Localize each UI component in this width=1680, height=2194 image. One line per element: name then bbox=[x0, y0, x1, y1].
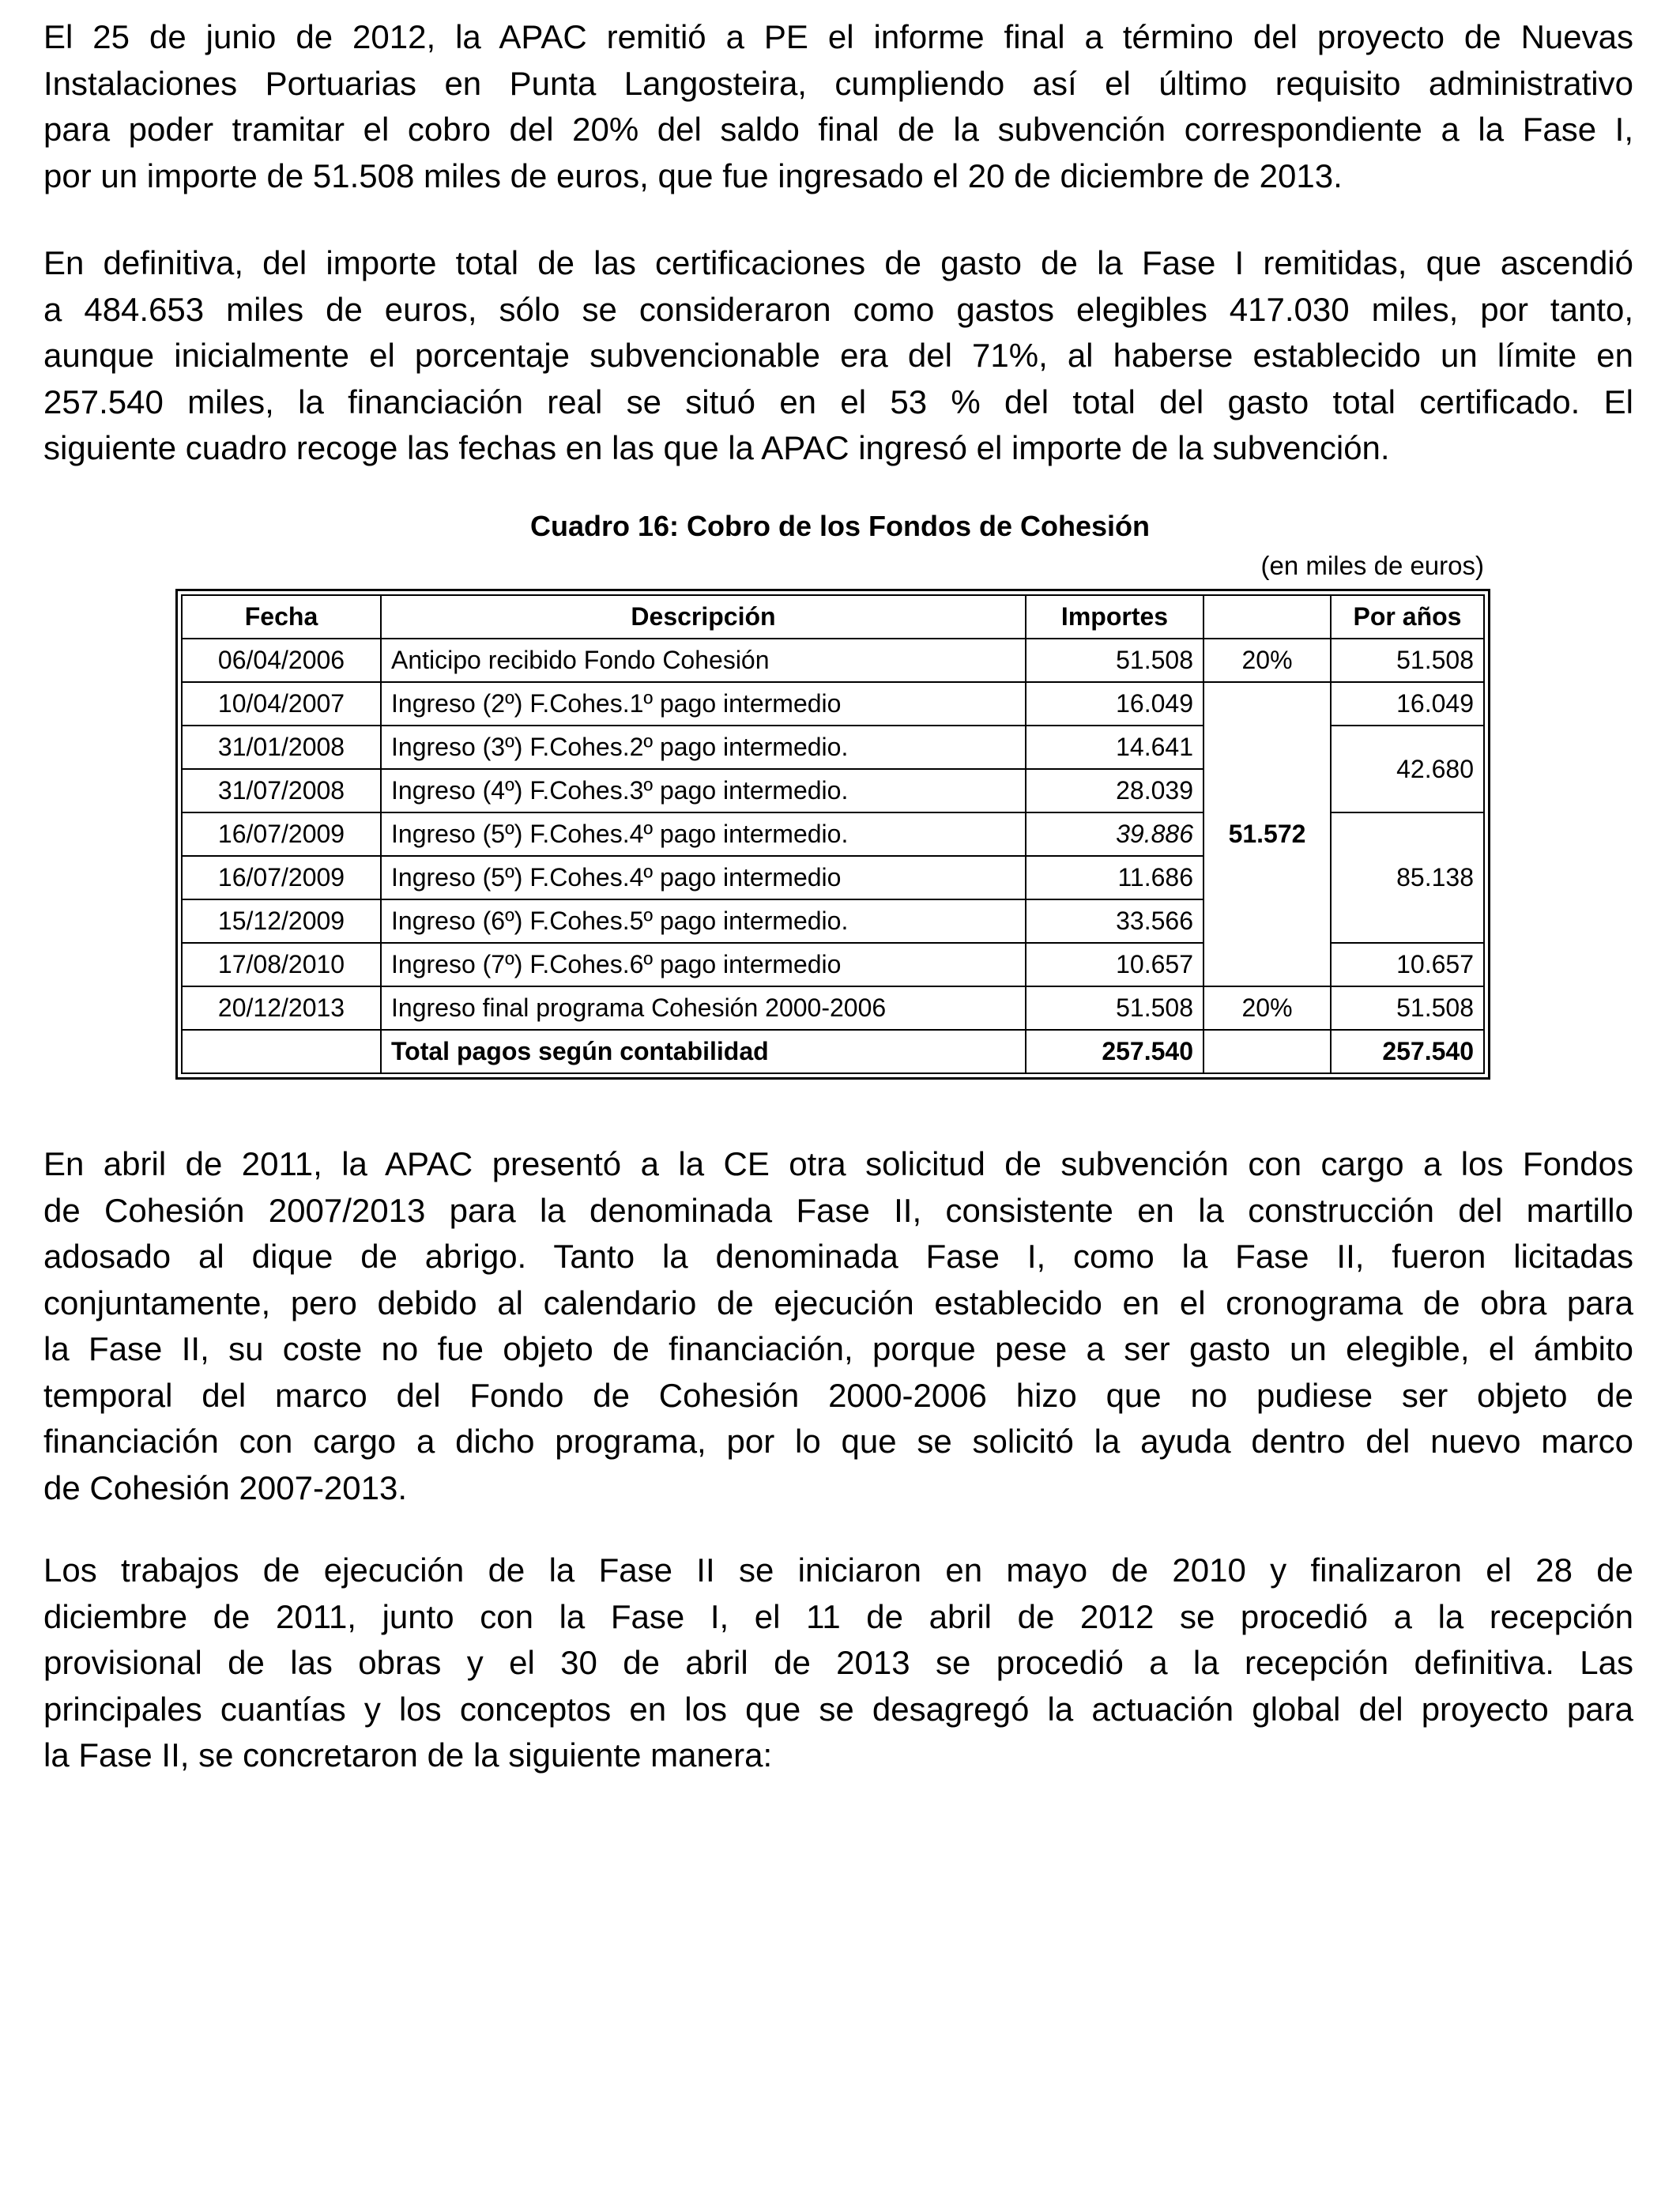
text-line: siguiente cuadro recoge las fechas en las que la APAC ingresó el importe de la subvención. bbox=[43, 429, 1390, 466]
paragraph-eligible-expenses bbox=[43, 240, 1633, 472]
paragraph-fase-ii-works bbox=[43, 1547, 1633, 1779]
text-line: provisional de las obras y el 30 de abril de 2013 se procedió a la recepción definitiva. Las bbox=[43, 1644, 1633, 1681]
text-line: Instalaciones Portuarias en Punta Langosteira, cumpliendo así el último requisito administrativo bbox=[43, 64, 1633, 102]
paragraph-fase-i-final-report bbox=[43, 14, 1633, 199]
total-label: Total pagos según contabilidad bbox=[381, 1030, 1026, 1073]
text-line: aunque inicialmente el porcentaje subvencionable era del 71%, al haberse establecido un límite en bbox=[43, 337, 1633, 374]
paragraph-fase-ii-request bbox=[43, 1141, 1633, 1511]
total-importe: 257.540 bbox=[1026, 1030, 1203, 1073]
cell-percentage: 20% bbox=[1203, 986, 1331, 1030]
cell-descripcion: Ingreso final programa Cohesión 2000-2006 bbox=[381, 986, 1026, 1030]
cell-por-anos: 16.049 bbox=[1331, 682, 1484, 726]
cell-fecha: 15/12/2009 bbox=[182, 899, 381, 943]
cell-descripcion: Anticipo recibido Fondo Cohesión bbox=[381, 639, 1026, 682]
text-line: temporal del marco del Fondo de Cohesión 2000-2006 hizo que no pudiese ser objeto de bbox=[43, 1376, 1633, 1414]
table-header-row bbox=[182, 595, 1484, 639]
cell-por-anos: 51.508 bbox=[1331, 986, 1484, 1030]
text-line: principales cuantías y los conceptos en los que se desagregó la actuación global del proyecto para bbox=[43, 1690, 1633, 1728]
header-por-anos: Por años bbox=[1331, 595, 1484, 639]
text-line: de Cohesión 2007/2013 para la denominada Fase II, consistente en la construcción del martillo bbox=[43, 1191, 1633, 1229]
cell-por-anos: 51.508 bbox=[1331, 639, 1484, 682]
cell-fecha: 17/08/2010 bbox=[182, 943, 381, 986]
cell-importe: 10.657 bbox=[1026, 943, 1203, 986]
text-line: 257.540 miles, la financiación real se situó en el 53 % del total del gasto total certificado. El bbox=[43, 383, 1633, 420]
cell-por-anos: 10.657 bbox=[1331, 943, 1484, 986]
cell-fecha: 31/01/2008 bbox=[182, 726, 381, 769]
cell-descripcion: Ingreso (3º) F.Cohes.2º pago intermedio. bbox=[381, 726, 1026, 769]
total-por-anos: 257.540 bbox=[1331, 1030, 1484, 1073]
cell-por-anos: 42.680 bbox=[1331, 726, 1484, 812]
text-line: adosado al dique de abrigo. Tanto la denominada Fase I, como la Fase II, fueron licitadas bbox=[43, 1238, 1633, 1275]
cell-importe: 11.686 bbox=[1026, 856, 1203, 899]
text-line: En definitiva, del importe total de las certificaciones de gasto de la Fase I remitidas, que ascendió bbox=[43, 244, 1633, 281]
header-importes: Importes bbox=[1026, 595, 1203, 639]
cell-importe: 39.886 bbox=[1026, 812, 1203, 856]
table-row bbox=[182, 639, 1484, 682]
cell-descripcion: Ingreso (7º) F.Cohes.6º pago intermedio bbox=[381, 943, 1026, 986]
text-line: de Cohesión 2007-2013. bbox=[43, 1468, 408, 1506]
cell-por-anos: 85.138 bbox=[1331, 812, 1484, 943]
text-line: El 25 de junio de 2012, la APAC remitió a PE el informe final a término del proyecto de Nuevas bbox=[43, 18, 1633, 55]
cell-importe: 14.641 bbox=[1026, 726, 1203, 769]
text-line: Los trabajos de ejecución de la Fase II se iniciaron en mayo de 2010 y finalizaron el 28 de bbox=[43, 1551, 1633, 1589]
text-line: la Fase II, su coste no fue objeto de financiación, porque pese a ser gasto un elegible, el ámbito bbox=[43, 1330, 1633, 1367]
cell-fecha: 10/04/2007 bbox=[182, 682, 381, 726]
text-line: conjuntamente, pero debido al calendario de ejecución establecido en el cronograma de obra para bbox=[43, 1284, 1633, 1321]
cell-descripcion: Ingreso (6º) F.Cohes.5º pago intermedio. bbox=[381, 899, 1026, 943]
cell-importe: 51.508 bbox=[1026, 639, 1203, 682]
cell-percentage-merged: 51.572 bbox=[1203, 682, 1331, 986]
text-line: En abril de 2011, la APAC presentó a la CE otra solicitud de subvención con cargo a los Fondos bbox=[43, 1145, 1633, 1182]
text-line: diciembre de 2011, junto con la Fase I, el 11 de abril de 2012 se procedió a la recepción bbox=[43, 1597, 1633, 1635]
text-line: para poder tramitar el cobro del 20% del saldo final de la subvención correspondiente a la Fase I, bbox=[43, 111, 1633, 148]
cell-descripcion: Ingreso (5º) F.Cohes.4º pago intermedio bbox=[381, 856, 1026, 899]
cell-importe: 33.566 bbox=[1026, 899, 1203, 943]
cell-fecha: 16/07/2009 bbox=[182, 812, 381, 856]
cell-descripcion: Ingreso (4º) F.Cohes.3º pago intermedio. bbox=[381, 769, 1026, 812]
cohesion-funds-table bbox=[175, 589, 1490, 1080]
cell-fecha: 16/07/2009 bbox=[182, 856, 381, 899]
cell-importe: 51.508 bbox=[1026, 986, 1203, 1030]
text-line: a 484.653 miles de euros, sólo se consideraron como gastos elegibles 417.030 miles, por tanto, bbox=[43, 290, 1633, 328]
cell-descripcion: Ingreso (5º) F.Cohes.4º pago intermedio. bbox=[381, 812, 1026, 856]
text-line: financiación con cargo a dicho programa, por lo que se solicitó la ayuda dentro del nuevo marco bbox=[43, 1423, 1633, 1460]
cell-percentage: 20% bbox=[1203, 639, 1331, 682]
table-row bbox=[182, 682, 1484, 726]
text-line: la Fase II, se concretaron de la siguiente manera: bbox=[43, 1736, 773, 1774]
table-caption: Cuadro 16: Cobro de los Fondos de Cohesión bbox=[529, 510, 1151, 542]
table-total-row bbox=[182, 1030, 1484, 1073]
cell-importe: 16.049 bbox=[1026, 682, 1203, 726]
cell-fecha: 20/12/2013 bbox=[182, 986, 381, 1030]
header-percentage bbox=[1203, 595, 1331, 639]
cell-fecha: 31/07/2008 bbox=[182, 769, 381, 812]
table-units-note: (en miles de euros) bbox=[1260, 551, 1484, 580]
cell-percentage bbox=[1203, 1030, 1331, 1073]
cell-descripcion: Ingreso (2º) F.Cohes.1º pago intermedio bbox=[381, 682, 1026, 726]
text-line: por un importe de 51.508 miles de euros, que fue ingresado el 20 de diciembre de 2013. bbox=[43, 156, 1343, 194]
header-descripcion: Descripción bbox=[381, 595, 1026, 639]
table-row bbox=[182, 986, 1484, 1030]
header-fecha: Fecha bbox=[182, 595, 381, 639]
cell-fecha bbox=[182, 1030, 381, 1073]
cell-importe: 28.039 bbox=[1026, 769, 1203, 812]
cell-fecha: 06/04/2006 bbox=[182, 639, 381, 682]
